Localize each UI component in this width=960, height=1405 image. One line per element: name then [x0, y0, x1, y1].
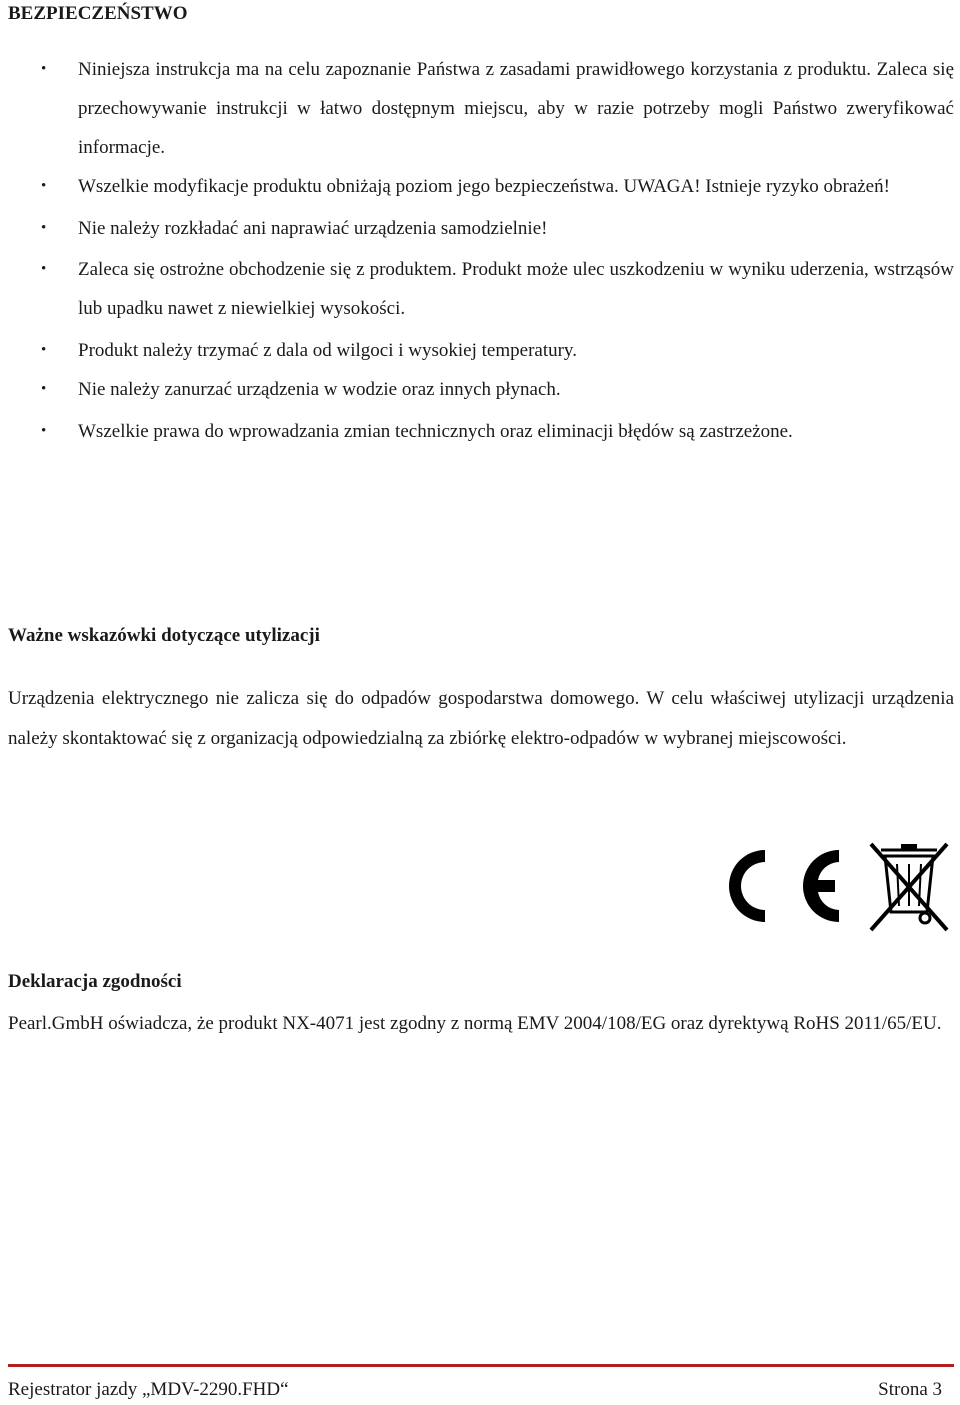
conformity-marks	[711, 838, 955, 934]
footer-document-title: Rejestrator jazdy „MDV-2290.FHD“	[8, 1379, 289, 1400]
list-item	[8, 370, 954, 409]
safety-list	[8, 50, 954, 451]
list-item	[8, 250, 954, 328]
safety-item-text: Niniejsza instrukcja ma na celu zapoznanie Państwa z zasadami prawidłowego korzystania z produktu. Zaleca się przechowywanie instrukcji w łatwo dostępnym miejscu, aby w razie potrzeby mogli Państwo zweryfikować informacje.	[78, 59, 954, 158]
safety-item-text: Produkt należy trzymać z dala od wilgoci i wysokiej temperatury.	[78, 340, 577, 361]
bullet-icon: •	[41, 61, 47, 77]
declaration-paragraph: Pearl.GmbH oświadcza, że produkt NX-4071 jest zgodny z normą EMV 2004/108/EG oraz dyrektywą RoHS 2011/65/EU.	[8, 1013, 942, 1034]
ce-mark-icon	[729, 850, 839, 922]
list-item	[8, 167, 954, 206]
bullet-icon: •	[41, 381, 47, 397]
safety-item-text: Nie należy zanurzać urządzenia w wodzie oraz innych płynach.	[78, 379, 561, 400]
list-item	[8, 412, 954, 451]
page-footer	[8, 1377, 942, 1403]
disposal-heading: Ważne wskazówki dotyczące utylizacji	[8, 625, 320, 646]
page-number: Strona 3	[878, 1379, 942, 1400]
disposal-paragraph: Urządzenia elektrycznego nie zalicza się do odpadów gospodarstwa domowego. W celu właściwej utylizacji urządzenia należy skontaktować się z organizacją odpowiedzialną za zbiórkę elektro-odpadów w wybranej miejscowości.	[8, 688, 954, 749]
bullet-icon: •	[41, 423, 47, 439]
safety-item-text: Wszelkie modyfikacje produktu obniżają poziom jego bezpieczeństwa. UWAGA! Istnieje ryzyko obrażeń!	[78, 176, 890, 197]
safety-item-text: Zaleca się ostrożne obchodzenie się z produktem. Produkt może ulec uszkodzeniu w wyniku uderzenia, wstrząsów lub upadku nawet z niewielkiej wysokości.	[78, 259, 954, 319]
list-item	[8, 209, 954, 248]
list-item	[8, 331, 954, 370]
declaration-heading: Deklaracja zgodności	[8, 971, 182, 992]
bullet-icon: •	[41, 178, 47, 194]
bullet-icon: •	[41, 220, 47, 236]
bullet-icon: •	[41, 261, 47, 277]
crossed-out-wheelie-bin-icon	[871, 844, 947, 930]
safety-item-text: Wszelkie prawa do wprowadzania zmian technicznych oraz eliminacji błędów są zastrzeżone.	[78, 421, 793, 442]
safety-heading: BEZPIECZEŃSTWO	[8, 3, 188, 24]
safety-item-text: Nie należy rozkładać ani naprawiać urządzenia samodzielnie!	[78, 218, 548, 239]
list-item	[8, 50, 954, 167]
bullet-icon: •	[41, 342, 47, 358]
footer-divider	[8, 1364, 954, 1367]
marks-graphic	[711, 838, 955, 934]
